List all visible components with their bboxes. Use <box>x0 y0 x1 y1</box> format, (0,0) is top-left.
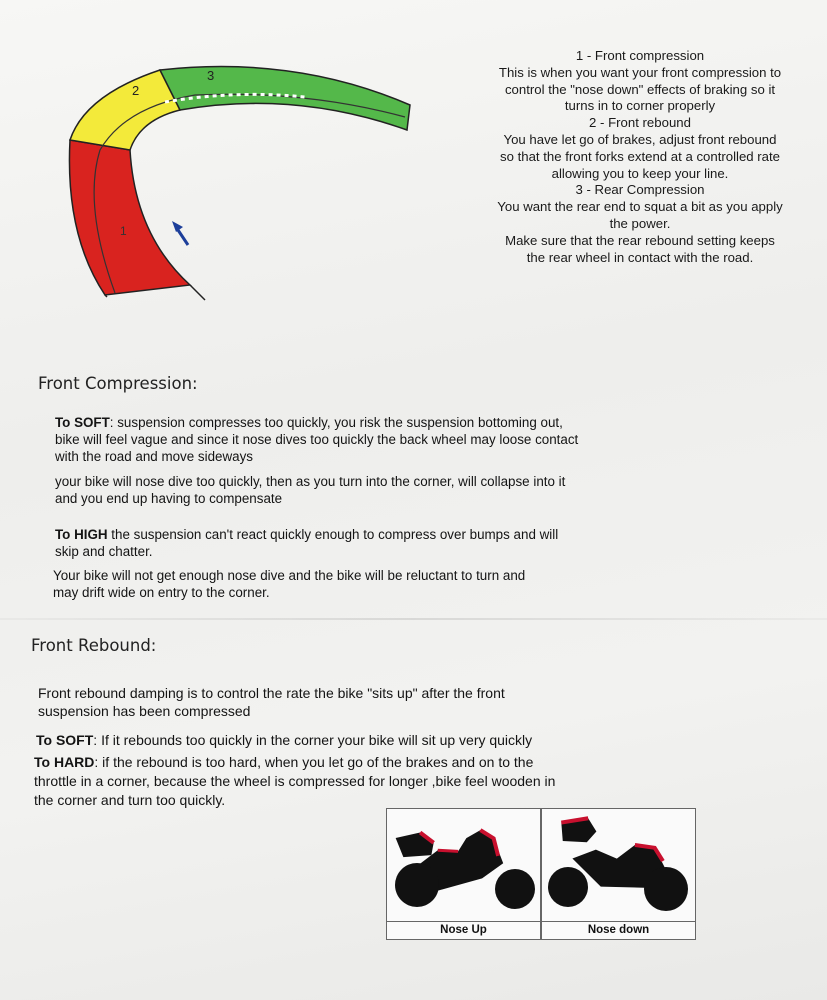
rebound-hard-text: : if the rebound is too hard, when you let go of the brakes and on to the <box>94 754 534 770</box>
soft-text: bike will feel vague and since it nose dives too quickly the back wheel may loose contact <box>55 432 579 447</box>
legend-line: so that the front forks extend at a controlled rate <box>499 148 781 164</box>
paper-fold-line <box>0 618 827 620</box>
rebound-soft-text: : If it rebounds too quickly in the corner your bike will sit up very quickly <box>93 732 533 748</box>
soft-extra-text: your bike will nose dive too quickly, then as you turn into the corner, will collapse into it <box>55 474 566 489</box>
zone-label-2: 2 <box>132 83 140 98</box>
nose-up-cell <box>387 809 540 921</box>
rebound-hard-paragraph <box>34 753 774 810</box>
nose-down-cell <box>542 809 695 921</box>
high-text: the suspension can't react quickly enough to compress over bumps and will <box>107 527 559 542</box>
legend-line: Make sure that the rear rebound setting keeps <box>505 232 775 248</box>
legend-line: the rear wheel in contact with the road. <box>526 249 754 265</box>
compression-high-extra <box>53 567 773 601</box>
compression-soft-extra <box>55 473 775 507</box>
rebound-soft-paragraph <box>36 731 776 749</box>
rebound-hard-text: the corner and turn too quickly. <box>34 792 226 808</box>
rebound-hard-label: To HARD <box>34 754 95 770</box>
front-compression-heading: Front Compression: <box>38 374 198 393</box>
motorcycle-nose-down-icon <box>542 809 695 921</box>
high-text: skip and chatter. <box>55 544 153 559</box>
legend-line: allowing you to keep your line. <box>551 165 729 181</box>
corner-diagram <box>55 55 425 305</box>
rebound-intro-text: suspension has been compressed <box>38 703 251 719</box>
direction-arrow-icon <box>172 221 188 245</box>
soft-text: with the road and move sideways <box>55 449 253 464</box>
legend-line: turns in to corner properly <box>564 98 716 114</box>
legend-line: 1 - Front compression <box>575 48 705 63</box>
zone-label-3: 3 <box>207 68 215 83</box>
high-extra-text: Your bike will not get enough nose dive and the bike will be reluctant to turn and <box>53 568 526 583</box>
soft-extra-text: and you end up having to compensate <box>55 491 283 506</box>
soft-label: To SOFT <box>55 415 110 430</box>
nose-up-down-figure <box>386 808 696 940</box>
nose-up-caption: Nose Up <box>387 921 540 939</box>
zone-2-shape <box>70 70 180 150</box>
legend-line: You want the rear end to squat a bit as you apply <box>497 199 783 215</box>
rebound-intro-text: Front rebound damping is to control the rate the bike "sits up" after the front <box>38 685 505 701</box>
compression-soft-paragraph <box>55 414 775 465</box>
compression-high-paragraph <box>55 526 775 560</box>
legend-line: This is when you want your front compression to <box>498 64 782 80</box>
soft-text: : suspension compresses too quickly, you risk the suspension bottoming out, <box>109 415 563 430</box>
legend-line: the power. <box>609 215 671 231</box>
legend-line: 2 - Front rebound <box>589 115 691 131</box>
legend-line: control the "nose down" effects of braking so it <box>504 81 776 97</box>
zone-label-1: 1 <box>120 224 127 238</box>
high-label: To HIGH <box>55 527 108 542</box>
legend-line: 3 - Rear Compression <box>575 182 705 198</box>
motorcycle-nose-up-icon <box>387 809 540 921</box>
rebound-hard-text: throttle in a corner, because the wheel is compressed for longer ,bike feel wooden in <box>34 773 556 789</box>
zone-1-shape <box>69 140 190 295</box>
diagram-legend <box>470 48 810 266</box>
rebound-soft-label: To SOFT <box>36 732 94 748</box>
nose-down-caption: Nose down <box>542 921 695 939</box>
front-rebound-heading: Front Rebound: <box>31 636 157 655</box>
high-extra-text: may drift wide on entry to the corner. <box>53 585 270 600</box>
rebound-intro <box>38 684 778 720</box>
legend-line: You have let go of brakes, adjust front rebound <box>503 131 777 147</box>
